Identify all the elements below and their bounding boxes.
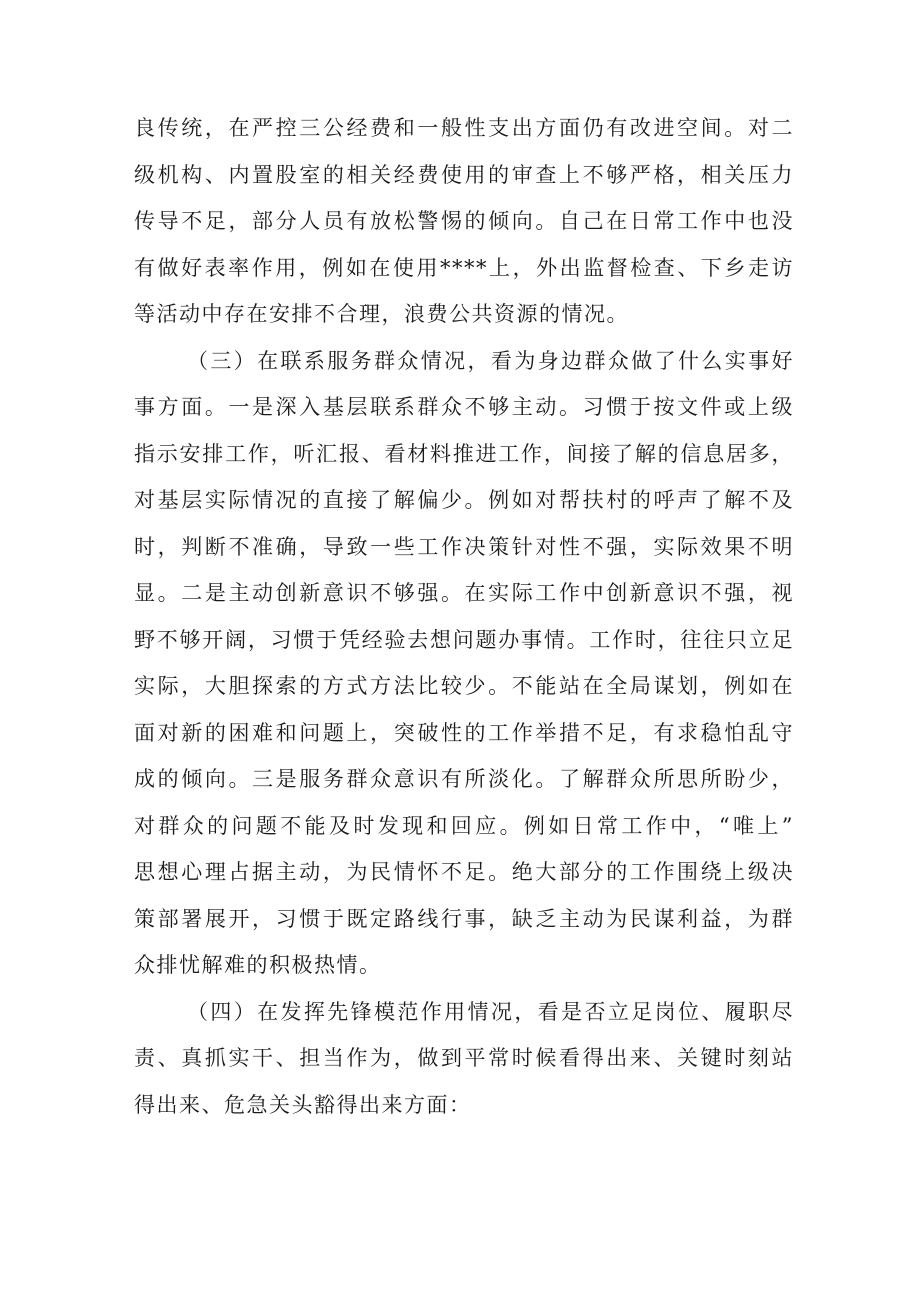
text-line: 成的倾向。三是服务群众意识有所淡化。了解群众所思所盼少， <box>134 767 794 791</box>
text-line: 指示安排工作，听汇报、看材料推进工作，间接了解的信息居多， <box>134 441 794 466</box>
text-line: 时，判断不准确，导致一些工作决策针对性不强，实际效果不明 <box>134 534 794 559</box>
text-line: 众排忧解难的积极热情。 <box>134 953 382 977</box>
text-line: 面对新的困难和问题上，突破性的工作举措不足，有求稳怕乱守 <box>134 720 794 745</box>
text-line: 显。二是主动创新意识不够强。在实际工作中创新意识不强，视 <box>134 581 794 605</box>
text-line: 良传统，在严控三公经费和一般性支出方面仍有改进空间。对二 <box>134 116 794 140</box>
text-line: 等活动中存在安排不合理，浪费公共资源的情况。 <box>134 302 629 326</box>
paragraph-continuation <box>134 105 794 338</box>
text-line: 对群众的问题不能及时发现和回应。例如日常工作中，“唯上” <box>134 813 794 838</box>
paragraph-section-three <box>134 338 794 989</box>
text-line: 有做好表率作用，例如在使用****上，外出监督检查、下乡走访 <box>134 255 794 280</box>
text-line: 责、真抓实干、担当作为，做到平常时候看得出来、关键时刻站 <box>134 1046 794 1070</box>
text-line: 野不够开阔，习惯于凭经验去想问题办事情。工作时，往往只立足 <box>134 627 794 652</box>
section-heading-line: （四）在发挥先锋模范作用情况，看是否立足岗位、履职尽 <box>187 999 794 1024</box>
section-heading-line: （三）在联系服务群众情况，看为身边群众做了什么实事好 <box>187 348 794 373</box>
document-body <box>134 105 794 1128</box>
text-line: 传导不足，部分人员有放松警惕的倾向。自己在日常工作中也没 <box>134 209 794 233</box>
text-line: 得出来、危急关头豁得出来方面： <box>134 1092 472 1117</box>
text-line: 级机构、内置股室的相关经费使用的审查上不够严格，相关压力 <box>134 162 794 187</box>
text-line: 事方面。一是深入基层联系群众不够主动。习惯于按文件或上级 <box>134 395 794 419</box>
text-line: 思想心理占据主动，为民情怀不足。绝大部分的工作围绕上级决 <box>134 860 794 884</box>
text-line: 对基层实际情况的直接了解偏少。例如对帮扶村的呼声了解不及 <box>134 488 794 512</box>
text-line: 实际，大胆探索的方式方法比较少。不能站在全局谋划，例如在 <box>134 674 794 698</box>
paragraph-section-four <box>134 989 794 1129</box>
text-line: 策部署展开，习惯于既定路线行事，缺乏主动为民谋利益，为群 <box>134 906 794 931</box>
